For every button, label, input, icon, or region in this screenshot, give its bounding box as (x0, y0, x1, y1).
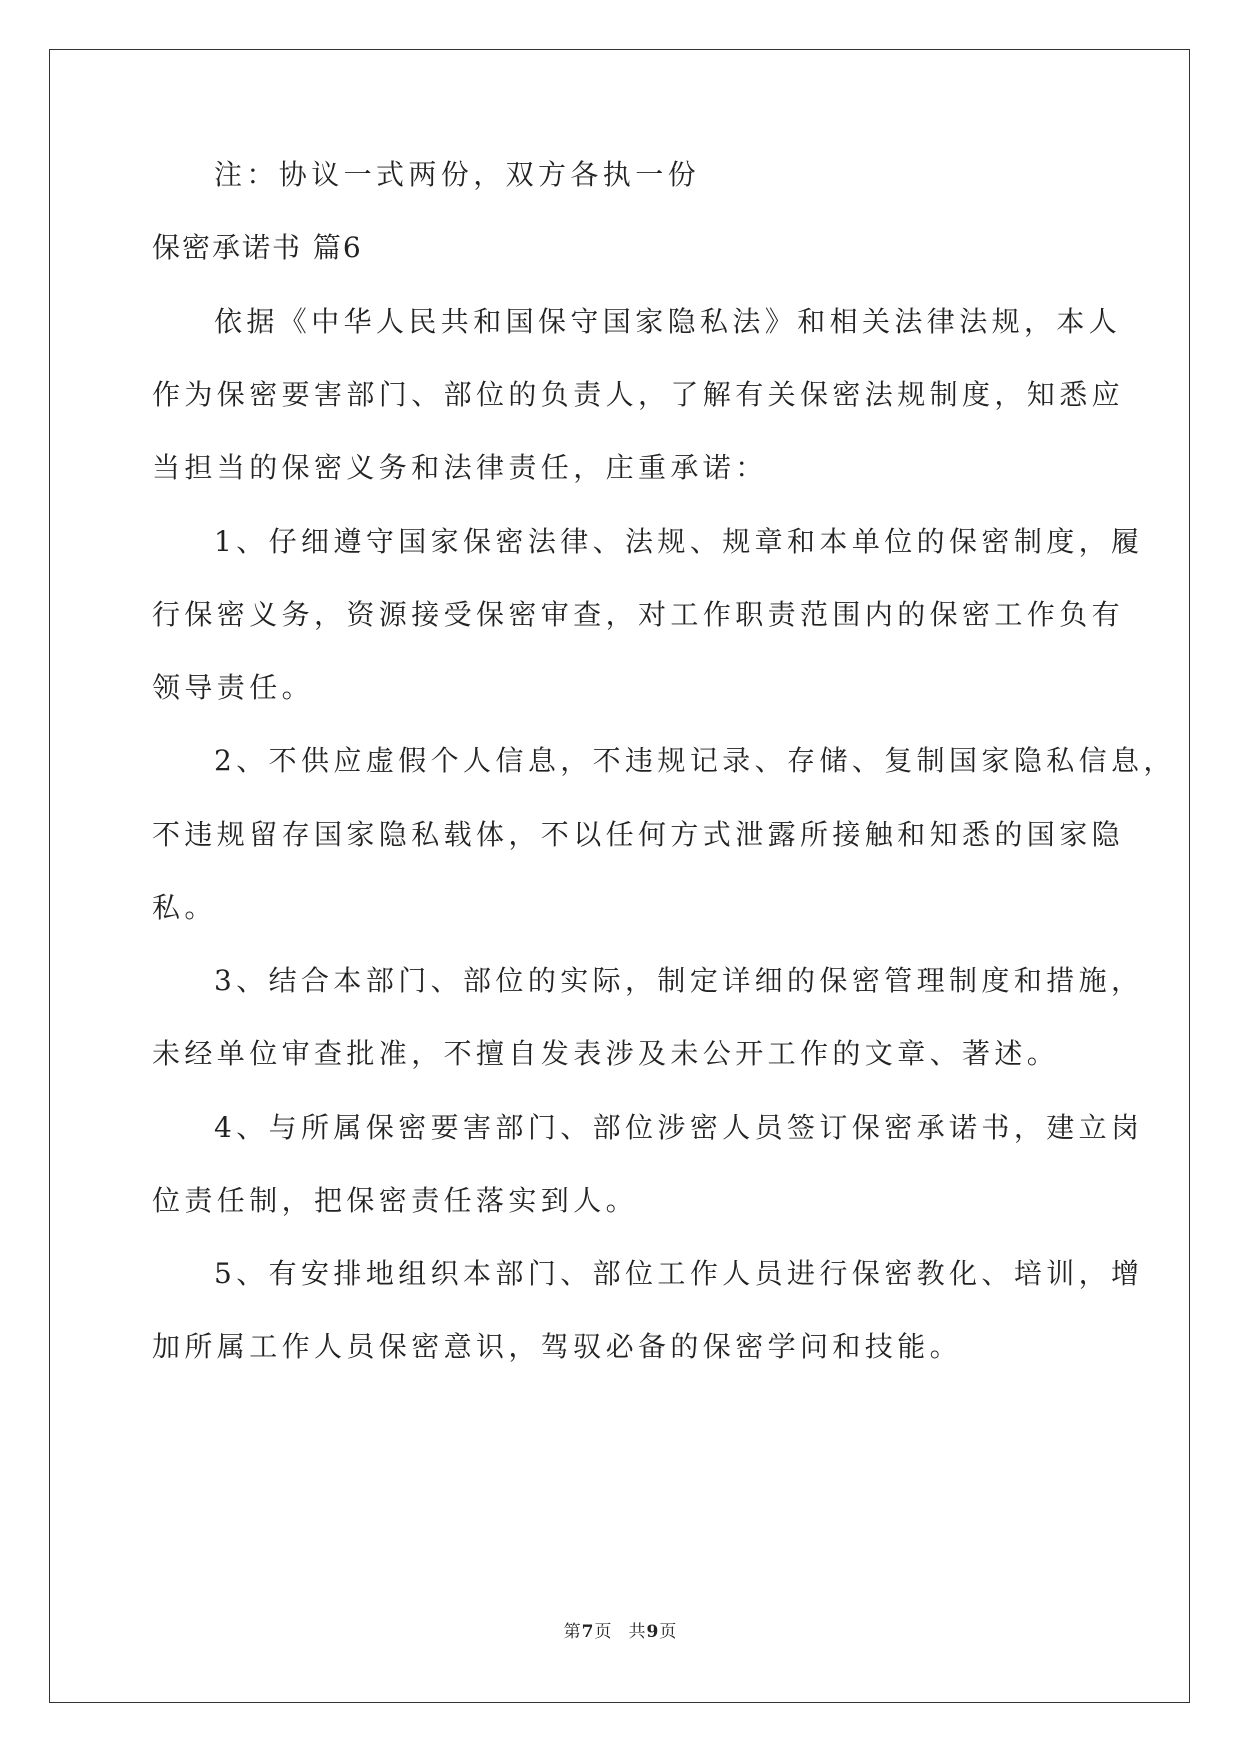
paragraph-line: 未经单位审查批准，不擅自发表涉及未公开工作的文章、著述。 (152, 1037, 1060, 1070)
paragraph-line: 私。 (152, 891, 217, 924)
paragraph-line: 作为保密要害部门、部位的负责人，了解有关保密法规制度，知悉应 (152, 378, 1125, 411)
page-suffix: 页 (594, 1622, 613, 1642)
total-prefix: 共 (628, 1622, 647, 1642)
section-title: 保密承诺书 篇6 (152, 231, 363, 264)
page-footer (0, 1620, 1241, 1644)
note-line: 注：协议一式两份，双方各执一份 (214, 158, 701, 191)
paragraph-line: 2、不供应虚假个人信息，不违规记录、存储、复制国家隐私信息， (214, 744, 1176, 777)
page-prefix: 第 (563, 1622, 582, 1642)
total-suffix: 页 (659, 1622, 678, 1642)
paragraph-line: 4、与所属保密要害部门、部位涉密人员签订保密承诺书，建立岗 (214, 1111, 1144, 1144)
paragraph-line: 当担当的保密义务和法律责任，庄重承诺： (152, 451, 768, 484)
page-border (49, 49, 1190, 1703)
paragraph-line: 3、结合本部门、部位的实际，制定详细的保密管理制度和措施， (214, 964, 1144, 997)
paragraph-line: 位责任制，把保密责任落实到人。 (152, 1184, 639, 1217)
paragraph-line: 领导责任。 (152, 671, 315, 704)
paragraph-line: 行保密义务，资源接受保密审查，对工作职责范围内的保密工作负有 (152, 598, 1125, 631)
paragraph-line: 依据《中华人民共和国保守国家隐私法》和相关法律法规，本人 (214, 305, 1122, 338)
paragraph-line: 加所属工作人员保密意识，驾驭必备的保密学问和技能。 (152, 1330, 963, 1363)
total-pages: 9 (646, 1622, 660, 1642)
paragraph-line: 1、仔细遵守国家保密法律、法规、规章和本单位的保密制度，履 (214, 525, 1144, 558)
paragraph-line: 不违规留存国家隐私载体，不以任何方式泄露所接触和知悉的国家隐 (152, 818, 1125, 851)
page-number: 7 (581, 1622, 595, 1642)
paragraph-line: 5、有安排地组织本部门、部位工作人员进行保密教化、培训，增 (214, 1257, 1144, 1290)
